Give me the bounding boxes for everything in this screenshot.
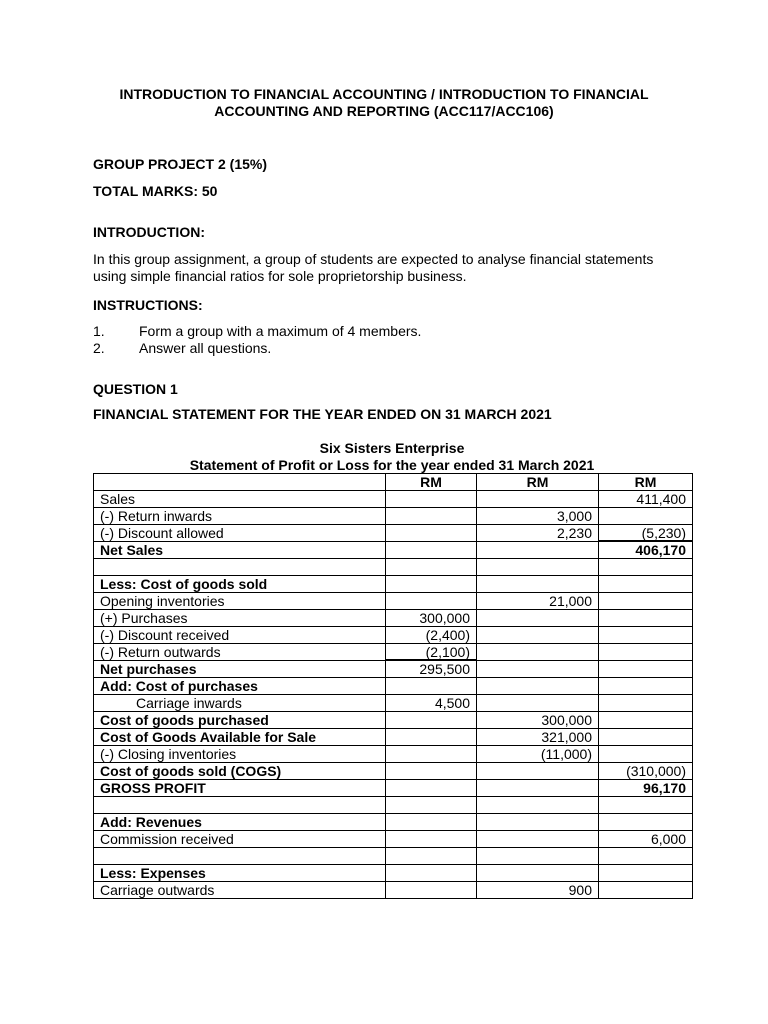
table-row [94,610,693,627]
amount-cell: (2,400) [386,627,477,644]
instruction-item [93,340,421,357]
table-row [94,627,693,644]
amount-cell [599,814,693,831]
table-row [94,882,693,899]
amount-cell [599,610,693,627]
table-row [94,491,693,508]
amount-cell: 4,500 [386,695,477,712]
row-label: Less: Cost of goods sold [94,576,386,593]
table-row [94,848,693,865]
row-label: Commission received [94,831,386,848]
amount-cell [599,746,693,763]
amount-cell: 3,000 [477,508,599,525]
amount-cell: (5,230) [599,525,693,542]
amount-cell [599,678,693,695]
amount-cell: 411,400 [599,491,693,508]
amount-cell [599,559,693,576]
amount-cell [477,542,599,559]
course-title [80,86,688,120]
table-row [94,525,693,542]
amount-cell [477,491,599,508]
table-row [94,763,693,780]
amount-cell [477,627,599,644]
row-label: Carriage outwards [94,882,386,899]
amount-cell: 321,000 [477,729,599,746]
project-name: GROUP PROJECT 2 (15%) [93,156,268,172]
amount-cell: (2,100) [386,644,477,661]
row-label: (-) Return inwards [94,508,386,525]
table-header-row [94,474,693,491]
amount-cell [599,508,693,525]
amount-cell [386,780,477,797]
row-label [94,797,386,814]
amount-cell [386,746,477,763]
row-label: Add: Revenues [94,814,386,831]
amount-cell: 6,000 [599,831,693,848]
table-row [94,508,693,525]
column-header: RM [386,474,477,491]
amount-cell [477,695,599,712]
table-row [94,559,693,576]
amount-cell [477,865,599,882]
amount-cell [477,678,599,695]
amount-cell [599,797,693,814]
amount-cell [386,831,477,848]
table-row [94,661,693,678]
course-title-line-2: ACCOUNTING AND REPORTING (ACC117/ACC106) [214,103,554,119]
question-subheading: FINANCIAL STATEMENT FOR THE YEAR ENDED ON 31 MARCH 2021 [93,406,552,422]
table-row [94,729,693,746]
table-row [94,593,693,610]
amount-cell [477,610,599,627]
row-label: GROSS PROFIT [94,780,386,797]
amount-cell: 406,170 [599,542,693,559]
amount-cell [386,525,477,542]
table-row [94,780,693,797]
amount-cell [477,831,599,848]
row-label: (-) Return outwards [94,644,386,661]
table-row [94,797,693,814]
company-name: Six Sisters Enterprise [319,440,465,456]
amount-cell [386,814,477,831]
instruction-number: 2. [93,340,105,356]
amount-cell [386,559,477,576]
column-header: RM [599,474,693,491]
amount-cell: 900 [477,882,599,899]
amount-cell [477,661,599,678]
column-header: RM [477,474,599,491]
amount-cell: 2,230 [477,525,599,542]
column-header [94,474,386,491]
amount-cell [477,797,599,814]
profit-or-loss-table [93,473,693,899]
amount-cell [599,865,693,882]
table-row [94,678,693,695]
amount-cell [386,882,477,899]
amount-cell [386,729,477,746]
introduction-text-line-2: using simple financial ratios for sole proprietorship business. [93,268,467,284]
row-label [94,559,386,576]
instructions-list [93,323,421,357]
table-row [94,865,693,882]
amount-cell: (310,000) [599,763,693,780]
introduction-text-line-1: In this group assignment, a group of students are expected to analyse financial statements [93,251,654,267]
instructions-heading: INSTRUCTIONS: [93,297,203,313]
row-label: Cost of goods sold (COGS) [94,763,386,780]
row-label: Cost of Goods Available for Sale [94,729,386,746]
amount-cell [477,814,599,831]
row-label: Carriage inwards [94,695,386,712]
amount-cell [599,576,693,593]
amount-cell [477,780,599,797]
amount-cell [599,729,693,746]
row-label: (-) Discount received [94,627,386,644]
table-row [94,746,693,763]
amount-cell [599,712,693,729]
amount-cell [599,593,693,610]
amount-cell [477,763,599,780]
row-label: Add: Cost of purchases [94,678,386,695]
table-row [94,814,693,831]
amount-cell: 300,000 [386,610,477,627]
amount-cell: 21,000 [477,593,599,610]
amount-cell [386,865,477,882]
total-marks: TOTAL MARKS: 50 [93,183,218,199]
row-label: (-) Closing inventories [94,746,386,763]
table-row [94,576,693,593]
amount-cell: 295,500 [386,661,477,678]
amount-cell [386,508,477,525]
amount-cell [386,712,477,729]
amount-cell [599,644,693,661]
amount-cell: (11,000) [477,746,599,763]
amount-cell [599,627,693,644]
instruction-text: Form a group with a maximum of 4 members. [139,323,422,339]
amount-cell: 96,170 [599,780,693,797]
amount-cell [599,661,693,678]
row-label: (+) Purchases [94,610,386,627]
amount-cell [477,848,599,865]
amount-cell [599,848,693,865]
row-label: Net Sales [94,542,386,559]
table-row [94,831,693,848]
amount-cell [599,695,693,712]
table-row [94,695,693,712]
course-title-line-1: INTRODUCTION TO FINANCIAL ACCOUNTING / INTRODUCTION TO FINANCIAL [119,86,649,102]
amount-cell [599,882,693,899]
row-label: (-) Discount allowed [94,525,386,542]
amount-cell [386,678,477,695]
amount-cell [386,593,477,610]
row-label: Less: Expenses [94,865,386,882]
introduction-heading: INTRODUCTION: [93,224,205,240]
amount-cell [386,542,477,559]
table-row [94,644,693,661]
amount-cell [386,797,477,814]
amount-cell [386,576,477,593]
row-label [94,848,386,865]
amount-cell [386,763,477,780]
row-label: Opening inventories [94,593,386,610]
amount-cell [477,644,599,661]
row-label: Net purchases [94,661,386,678]
instruction-number: 1. [93,323,105,339]
amount-cell [477,576,599,593]
introduction-text [93,251,683,285]
table-row [94,542,693,559]
amount-cell [386,848,477,865]
instruction-text: Answer all questions. [139,340,272,356]
statement-title: Statement of Profit or Loss for the year ended 31 March 2021 [189,457,595,473]
amount-cell [477,559,599,576]
question-heading: QUESTION 1 [93,381,178,397]
table-row [94,712,693,729]
row-label: Sales [94,491,386,508]
row-label: Cost of goods purchased [94,712,386,729]
instruction-item [93,323,421,340]
amount-cell: 300,000 [477,712,599,729]
amount-cell [386,491,477,508]
